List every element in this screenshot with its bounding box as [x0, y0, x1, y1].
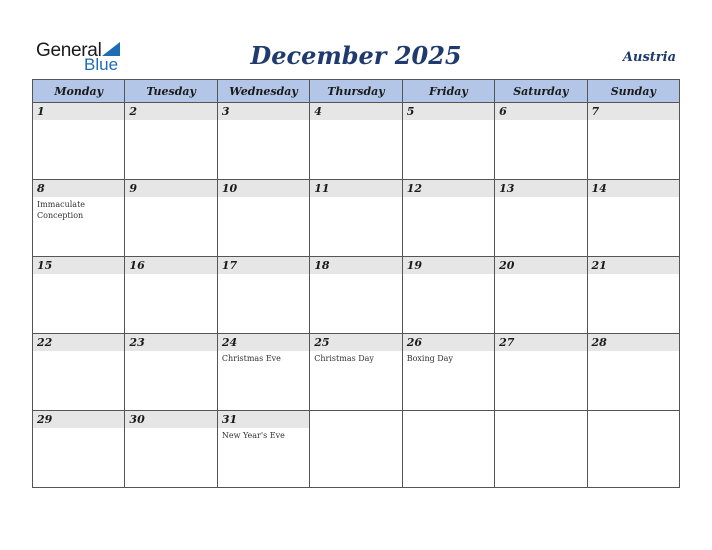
day-number: 4 [310, 103, 401, 120]
weekday-saturday: Saturday [495, 80, 587, 103]
day-number: 1 [33, 103, 124, 120]
day-number: 28 [588, 334, 679, 351]
weekday-header-row [33, 80, 680, 103]
weekday-tuesday: Tuesday [125, 80, 217, 103]
day-cell [33, 411, 125, 488]
day-number: 6 [495, 103, 586, 120]
weekday-friday: Friday [402, 80, 494, 103]
day-cell [33, 257, 125, 334]
day-cell [125, 334, 217, 411]
day-number: 17 [218, 257, 309, 274]
day-number: 26 [403, 334, 494, 351]
week-row [33, 411, 680, 488]
day-number: 16 [125, 257, 216, 274]
day-cell [33, 334, 125, 411]
day-number: 13 [495, 180, 586, 197]
page-title: December 2025 [250, 41, 462, 70]
logo-text-general: General [36, 40, 102, 61]
day-cell [402, 257, 494, 334]
day-number: 22 [33, 334, 124, 351]
day-cell [310, 103, 402, 180]
holiday-label: Christmas Eve [221, 354, 281, 363]
day-number: 27 [495, 334, 586, 351]
day-cell [310, 334, 402, 411]
empty-cell [310, 411, 402, 488]
day-cell [217, 103, 309, 180]
day-cell [217, 257, 309, 334]
holiday-label: Boxing Day [406, 354, 453, 363]
day-cell [402, 103, 494, 180]
brand-logo [36, 40, 136, 74]
day-cell [587, 257, 679, 334]
holiday-label: Immaculate Conception [37, 200, 86, 220]
day-cell [217, 411, 309, 488]
day-number: 25 [310, 334, 401, 351]
day-cell [125, 411, 217, 488]
day-cell [495, 257, 587, 334]
day-number: 20 [495, 257, 586, 274]
day-number: 9 [125, 180, 216, 197]
week-row [33, 257, 680, 334]
day-number: 2 [125, 103, 216, 120]
day-number: 23 [125, 334, 216, 351]
country-label: Austria [622, 50, 676, 65]
day-number: 24 [218, 334, 309, 351]
calendar-grid [32, 79, 680, 488]
day-number: 15 [33, 257, 124, 274]
day-number: 7 [588, 103, 679, 120]
day-cell [587, 180, 679, 257]
day-cell [33, 180, 125, 257]
day-cell [310, 257, 402, 334]
empty-cell [587, 411, 679, 488]
weekday-sunday: Sunday [587, 80, 679, 103]
day-cell [217, 334, 309, 411]
day-number: 31 [218, 411, 309, 428]
weekday-thursday: Thursday [310, 80, 402, 103]
day-number: 5 [403, 103, 494, 120]
day-cell [587, 103, 679, 180]
day-cell [495, 180, 587, 257]
day-cell [495, 103, 587, 180]
day-number: 3 [218, 103, 309, 120]
holiday-label: Christmas Day [314, 354, 374, 363]
day-cell [125, 180, 217, 257]
empty-cell [402, 411, 494, 488]
week-row [33, 103, 680, 180]
day-number: 14 [588, 180, 679, 197]
day-number: 12 [403, 180, 494, 197]
day-cell [587, 334, 679, 411]
week-row [33, 334, 680, 411]
day-cell [495, 334, 587, 411]
day-cell [217, 180, 309, 257]
day-number: 11 [310, 180, 401, 197]
logo-text-blue: Blue [84, 55, 119, 74]
day-cell [310, 180, 402, 257]
day-number: 10 [218, 180, 309, 197]
day-number: 18 [310, 257, 401, 274]
holiday-label: New Year's Eve [221, 431, 285, 440]
day-cell [125, 257, 217, 334]
day-cell [402, 180, 494, 257]
empty-cell [495, 411, 587, 488]
day-number: 8 [33, 180, 124, 197]
day-cell [125, 103, 217, 180]
weekday-monday: Monday [33, 80, 125, 103]
day-number: 19 [403, 257, 494, 274]
day-number: 21 [588, 257, 679, 274]
day-cell [402, 334, 494, 411]
logo-triangle-icon [102, 42, 120, 56]
week-row [33, 180, 680, 257]
weekday-wednesday: Wednesday [217, 80, 309, 103]
day-cell [33, 103, 125, 180]
day-number: 29 [33, 411, 124, 428]
day-number: 30 [125, 411, 216, 428]
